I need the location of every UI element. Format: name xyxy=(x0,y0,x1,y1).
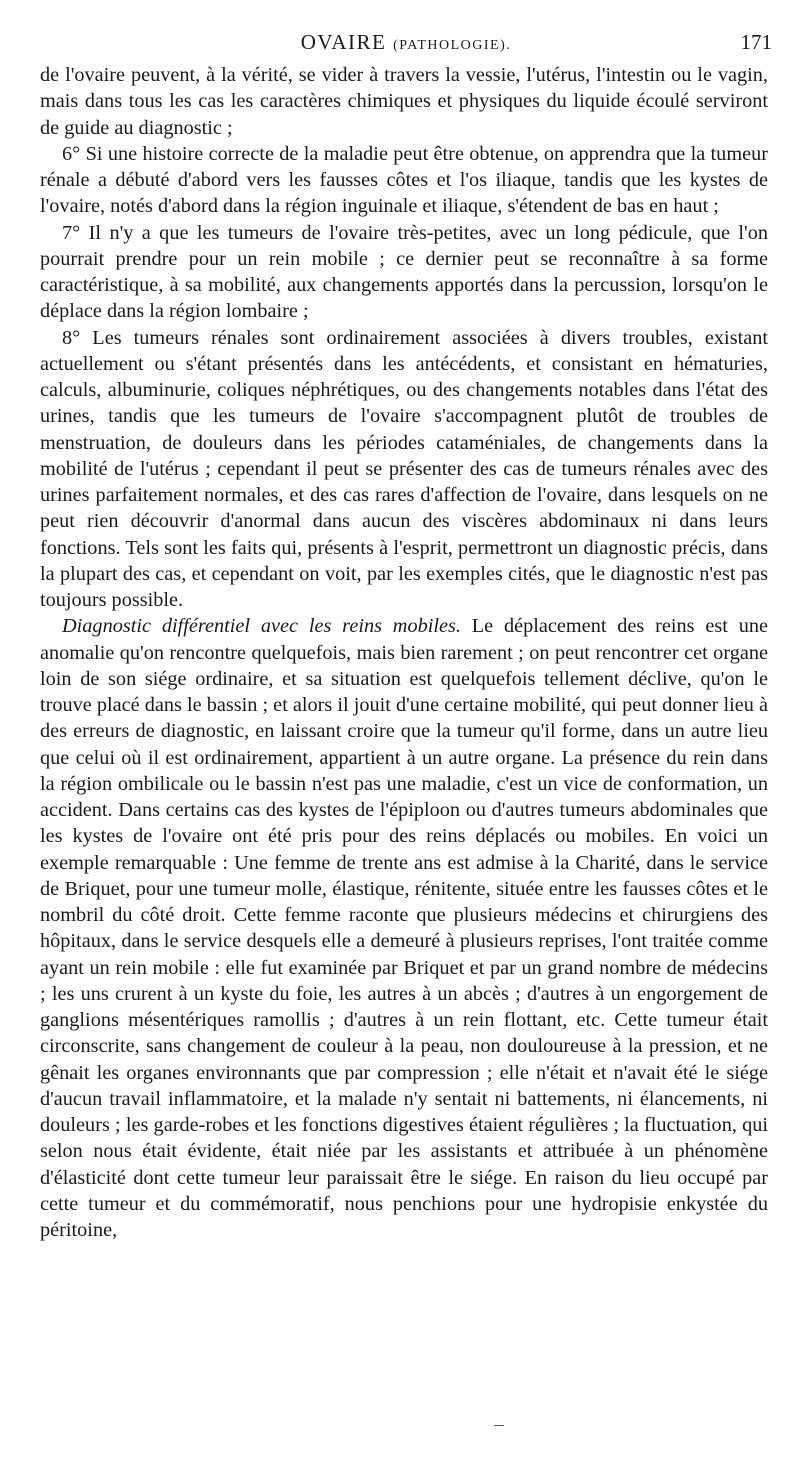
paragraph-point-6: 6° Si une histoire correcte de la maladie peut être obtenue, on apprendra que la tumeur rénale a débuté d'abord vers les fausses côtes et l'os iliaque, tandis que les kystes de l'ovaire, notés d'abord dans la région inguinale et iliaque, s'étendent de bas en haut ; xyxy=(40,142,768,218)
running-title-main: OVAIRE xyxy=(300,30,387,54)
page-number: 171 xyxy=(740,30,772,54)
paragraph-continuation: de l'ovaire peuvent, à la vérité, se vider à travers la vessie, l'utérus, l'intestin ou le vagin, mais dans tous les cas les caractères chimiques et physiques du liquide écoulé serviront de guide au diagnostic ; xyxy=(40,64,768,139)
print-mark xyxy=(494,1425,504,1426)
running-title-subtitle: (PATHOLOGIE). xyxy=(393,38,512,53)
running-title xyxy=(40,30,772,55)
paragraph-differential-diagnosis xyxy=(40,613,768,1243)
paragraph-point-7: 7° Il n'y a que les tumeurs de l'ovaire très-petites, avec un long pédicule, que l'on pourrait prendre pour un rein mobile ; ce dernier peut se reconnaître à sa forme caractéristique, à sa mobilité, aux changements apportés dans la percussion, lorsqu'on le déplace dans la région lombaire ; xyxy=(40,221,768,323)
running-head xyxy=(40,30,772,58)
section-heading: Diagnostic différentiel avec les reins mobiles. xyxy=(62,615,461,638)
body-text xyxy=(40,62,768,1243)
paragraph-point-8: 8° Les tumeurs rénales sont ordinairement associées à divers troubles, existant actuellement ou s'étant présentés dans les antécédents, et consistant en hématuries, calculs, albuminurie, coliques néphrétiques, ou des changements notables dans l'état des urines, tandis que les tumeurs de l'ovaire s'accompagnent plutôt de troubles de menstruation, de douleurs dans les périodes cataméniales, de changements dans la mobilité de l'utérus ; cependant il peut se présenter des cas de tumeurs rénales avec des urines parfaitement normales, et des cas rares d'affection de l'ovaire, dans lesquels on ne peut rien découvrir d'anormal dans aucun des viscères abdominaux ni dans leurs fonctions. Tels sont les faits qui, présents à l'esprit, permettront un diagnostic précis, dans la plupart des cas, et cependant on voit, par les exemples cités, que le diagnostic n'est pas toujours possible. xyxy=(40,326,768,611)
section-text: Le déplacement des reins est une anomalie qu'on rencontre quelquefois, mais bien rarement ; on peut rencontrer cet organe loin de son siége ordinaire, et sa situation est quelquefois tellement déclive, qu'on le trouve placé dans le bassin ; et alors il jouit d'une certaine mobilité, qui peut donner lieu à des erreurs de diagnostic, en laissant croire que la tumeur qu'il forme, dans un autre lieu que celui où il est ordinairement, appartient à un autre organe. La présence du rein dans la région ombilicale ou le bassin n'est pas une maladie, c'est un vice de conformation, un accident. Dans certains cas des kystes de l'épiploon ou d'autres tumeurs abdominales que les kystes de l'ovaire ont été pris pour des reins déplacés ou mobiles. En voici un exemple remarquable : Une femme de trente ans est admise à la Charité, dans le service de Briquet, pour une tumeur molle, élastique, rénitente, située entre les fausses côtes et le nombril du côté droit. Cette femme raconte que plusieurs médecins et chirurgiens des hôpitaux, dans le service desquels elle a demeuré à plusieurs reprises, l'ont traitée comme ayant un rein mobile : elle fut examinée par Briquet et par un grand nombre de médecins ; les uns crurent à un kyste du foie, les autres à un abcès ; d'autres à un engorgement de ganglions mésentériques ramollis ; d'autres à un rein flottant, etc. Cette tumeur était circonscrite, sans changement de couleur à la peau, non douloureuse à la pression, et ne gênait les organes environnants que par compression ; elle n'était et n'avait été le siége d'aucun travail inflammatoire, et la malade n'y sentait ni battements, ni élancements, ni douleurs ; les garde-robes et les fonctions digestives étaient régulières ; la fluctuation, qui selon nous était évidente, était niée par les assistants et attribuée à un phénomène d'élasticité dont cette tumeur leur paraissait être le siége. En raison du lieu occupé par cette tumeur et du commémoratif, nous penchions pour une hydropisie enkystée du péritoine, xyxy=(40,615,768,1241)
